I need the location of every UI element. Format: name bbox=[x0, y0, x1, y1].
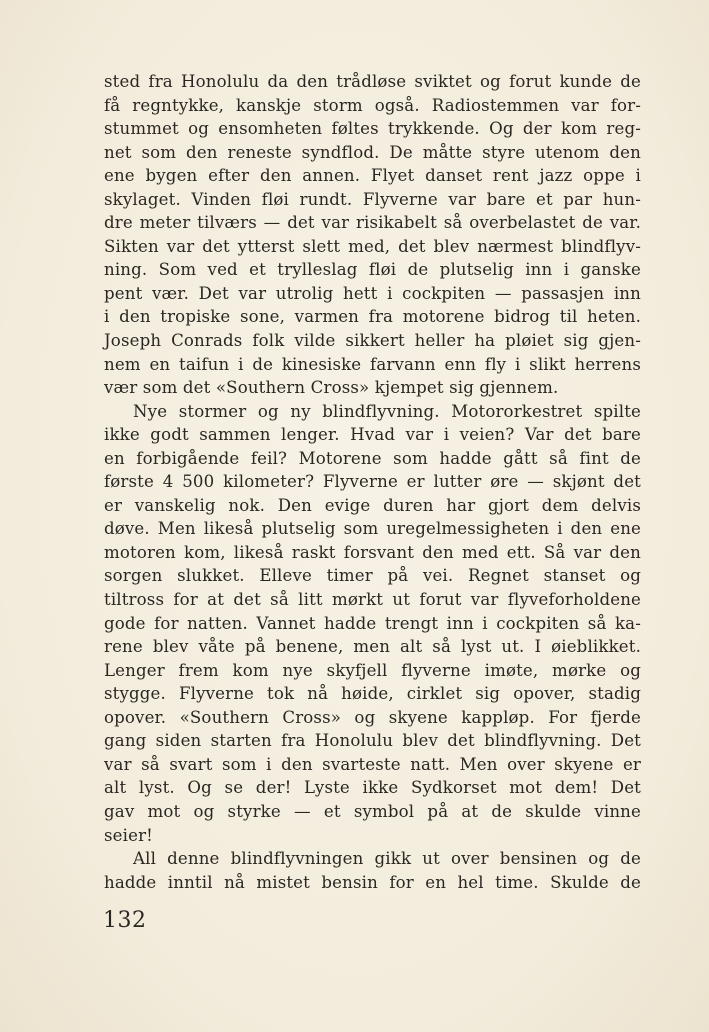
text-line: ning. Som ved et trylleslag fløi de plutselig inn i ganske bbox=[104, 260, 641, 280]
text-line: stygge. Flyverne tok nå høide, cirklet sig opover, stadig bbox=[104, 684, 641, 704]
text-line: døve. Men likeså plutselig som uregelmessigheten i den ene bbox=[104, 519, 641, 539]
text-line: Sikten var det ytterst slett med, det blev nærmest blindflyv- bbox=[104, 236, 641, 256]
text-line: gode for natten. Vannet hadde trengt inn i cockpiten så ka- bbox=[104, 613, 641, 633]
text-line: vær som det «Southern Cross» kjempet sig gjennem. bbox=[104, 378, 559, 398]
text-line: opover. «Southern Cross» og skyene kappløp. For fjerde bbox=[104, 707, 641, 727]
text-line: tiltross for at det så litt mørkt ut forut var flyveforholdene bbox=[104, 590, 641, 610]
text-line: en forbigående feil? Motorene som hadde gått så fint de bbox=[104, 448, 641, 468]
text-line: Joseph Conrads folk vilde sikkert heller ha pløiet sig gjen- bbox=[104, 331, 641, 351]
page-number: 132 bbox=[103, 908, 147, 933]
text-line: gav mot og styrke — et symbol på at de skulde vinne bbox=[104, 801, 641, 821]
text-line: hadde inntil nå mistet bensin for en hel time. Skulde de bbox=[104, 872, 641, 892]
text-line: ikke godt sammen lenger. Hvad var i veien? Var det bare bbox=[104, 425, 641, 445]
text-line: skylaget. Vinden fløi rundt. Flyverne var bare et par hun- bbox=[104, 189, 641, 209]
text-line: nem en taifun i de kinesiske farvann enn fly i slikt herrens bbox=[104, 354, 641, 374]
text-line: seier! bbox=[104, 825, 153, 845]
text-line: motoren kom, likeså raskt forsvant den med ett. Så var den bbox=[104, 542, 641, 562]
text-line: var så svart som i den svarteste natt. Men over skyene er bbox=[104, 754, 641, 774]
text-line: stummet og ensomheten føltes trykkende. Og der kom reg- bbox=[104, 119, 641, 139]
text-line: rene blev våte på benene, men alt så lyst ut. I øieblikket. bbox=[104, 637, 641, 657]
body-text bbox=[104, 70, 641, 894]
text-line: sorgen slukket. Elleve timer på vei. Regnet stanset og bbox=[104, 566, 641, 586]
text-line: All denne blindflyvningen gikk ut over bensinen og de bbox=[133, 849, 641, 869]
text-line: ene bygen efter den annen. Flyet danset rent jazz oppe i bbox=[104, 166, 641, 186]
text-line: første 4 500 kilometer? Flyverne er lutter øre — skjønt det bbox=[104, 472, 641, 492]
text-line: Nye stormer og ny blindflyvning. Motororkestret spilte bbox=[133, 401, 641, 421]
text-line: i den tropiske sone, varmen fra motorene bidrog til heten. bbox=[104, 307, 641, 327]
text-line: få regntykke, kanskje storm også. Radiostemmen var for- bbox=[104, 95, 641, 115]
text-line: Lenger frem kom nye skyfjell flyverne imøte, mørke og bbox=[104, 660, 641, 680]
text-line: dre meter tilværs — det var risikabelt så overbelastet de var. bbox=[104, 213, 641, 233]
text-line: net som den reneste syndflod. De måtte styre utenom den bbox=[104, 142, 641, 162]
text-line: er vanskelig nok. Den evige duren har gjort dem delvis bbox=[104, 495, 641, 515]
text-line: alt lyst. Og se der! Lyste ikke Sydkorset mot dem! Det bbox=[104, 778, 641, 798]
text-line: pent vær. Det var utrolig hett i cockpiten — passasjen inn bbox=[104, 283, 641, 303]
text-line: gang siden starten fra Honolulu blev det blindflyvning. Det bbox=[104, 731, 641, 751]
text-line: sted fra Honolulu da den trådløse sviktet og forut kunde de bbox=[104, 72, 641, 91]
